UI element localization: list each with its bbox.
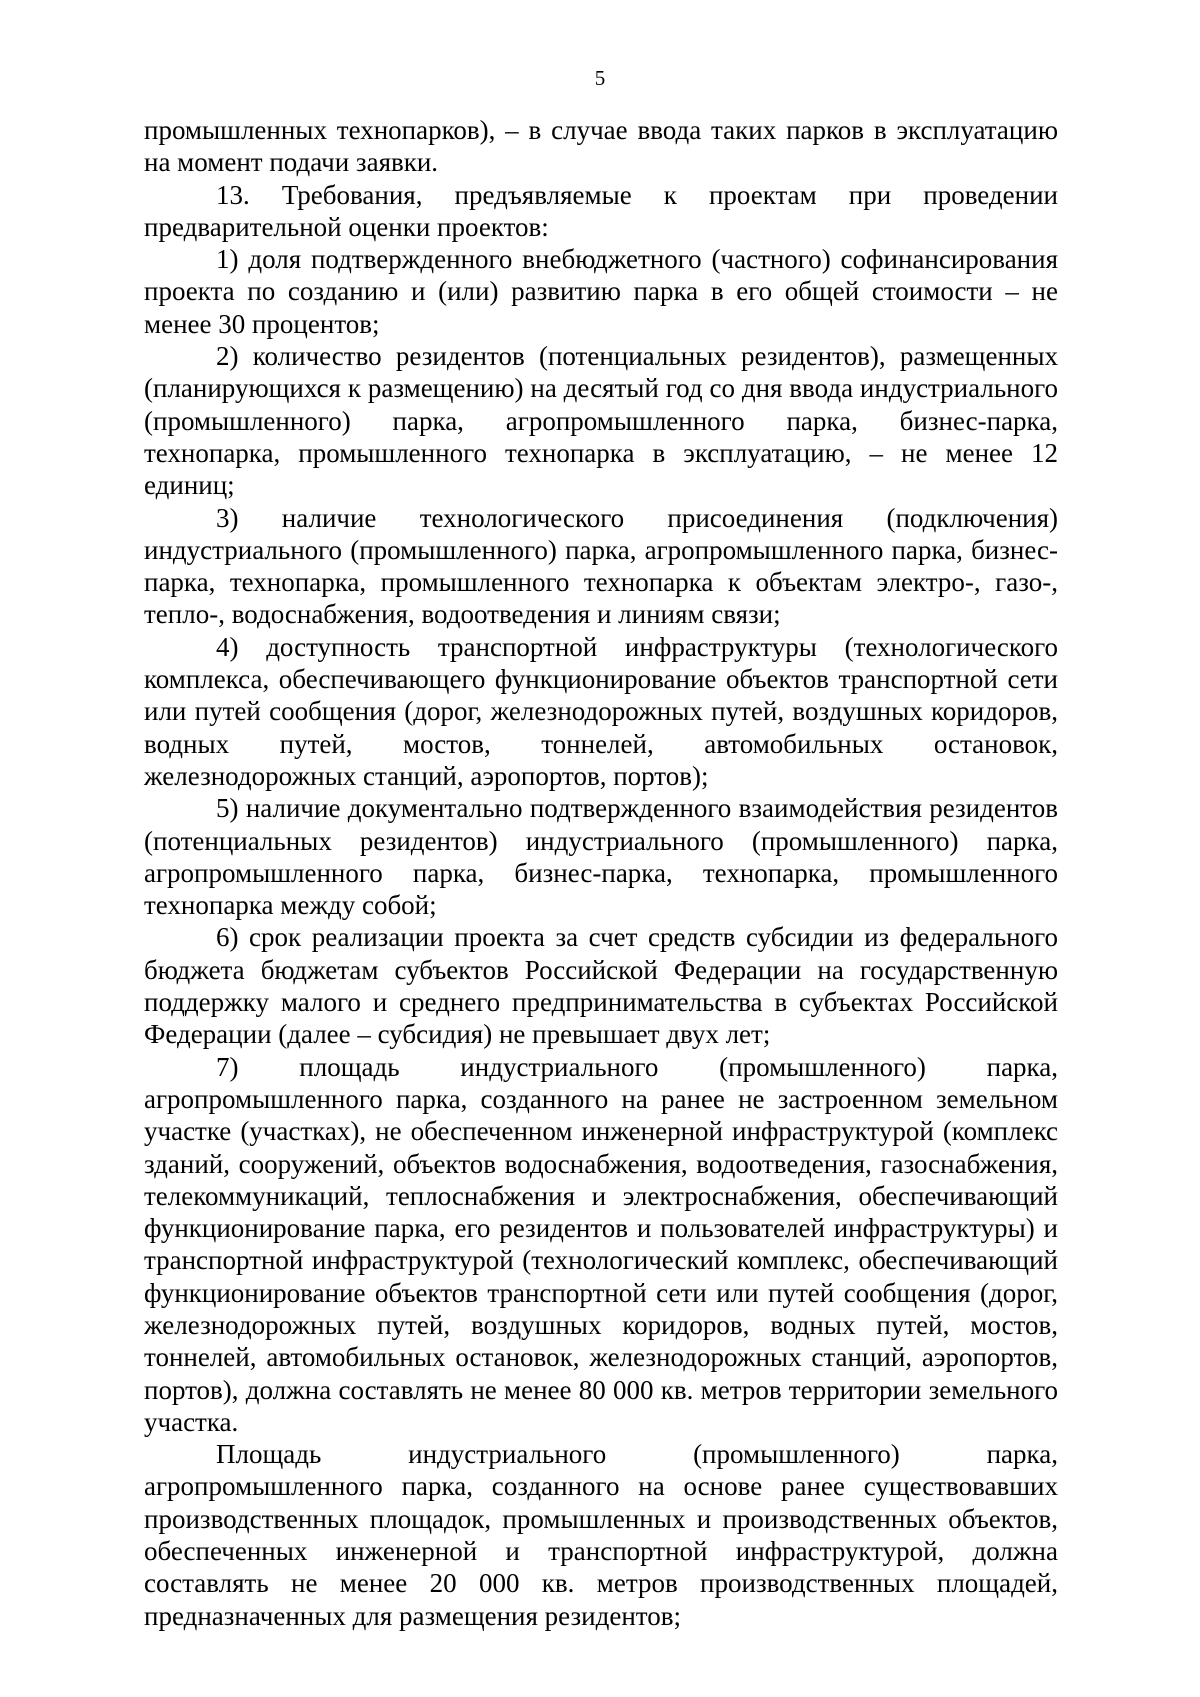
document-body <box>144 114 1058 1632</box>
paragraph-item-4: 4) доступность транспортной инфраструктуры (технологического комплекса, обеспечивающего функционирование объектов транспортной сети или путей сообщения (дорог, железнодорожных путей, воздушных коридоров, водных путей, мостов, тоннелей, автомобильных остановок, железнодорожных станций, аэропортов, портов); <box>144 631 1058 791</box>
page-number: 5 <box>594 66 606 90</box>
paragraph-item-7: 7) площадь индустриального (промышленного) парка, агропромышленного парка, созданного на ранее не застроенном земельном участке (участках), не обеспеченном инженерной инфраструктурой (комплекс зданий, сооружений, объектов водоснабжения, водоотведения, газоснабжения, телекоммуникаций, теплоснабжения и электроснабжения, обеспечивающий функционирование парка, его резидентов и пользователей инфраструктуры) и транспортной инфраструктурой (технологический комплекс, обеспечивающий функционирование объектов транспортной сети или путей сообщения (дорог, железнодорожных путей, воздушных коридоров, водных путей, мостов, тоннелей, автомобильных остановок, железнодорожных станций, аэропортов, портов), должна составлять не менее 80 000 кв. метров территории земельного участка. <box>144 1051 1058 1437</box>
paragraph-continuation: промышленных технопарков), – в случае ввода таких парков в эксплуатацию на момент подачи заявки. <box>144 115 1058 178</box>
paragraph-section-13: 13. Требования, предъявляемые к проектам при проведении предварительной оценки проектов: <box>144 179 1058 242</box>
paragraph-item-5: 5) наличие документально подтвержденного взаимодействия резидентов (потенциальных резидентов) индустриального (промышленного) парка, агропромышленного парка, бизнес-парка, технопарка, промышленного технопарка между собой; <box>144 793 1058 921</box>
paragraph-item-6: 6) срок реализации проекта за счет средств субсидии из федерального бюджета бюджетам субъектов Российской Федерации на государственную поддержку малого и среднего предпринимательства в субъектах Российской Федерации (далее – субсидия) не превышает двух лет; <box>144 922 1058 1050</box>
paragraph-item-1: 1) доля подтвержденного внебюджетного (частного) софинансирования проекта по созданию и (или) развитию парка в его общей стоимости – не менее 30 процентов; <box>144 244 1058 339</box>
paragraph-area-requirement: Площадь индустриального (промышленного) парка, агропромышленного парка, созданного на основе ранее существовавших производственных площадок, промышленных и производственных объектов, обеспеченных инженерной и транспортной инфраструктурой, должна составлять не менее 20 000 кв. метров производственных площадей, предназначенных для размещения резидентов; <box>144 1439 1058 1631</box>
paragraph-item-3: 3) наличие технологического присоединения (подключения) индустриального (промышленного) парка, агропромышленного парка, бизнес-парка, технопарка, промышленного технопарка к объектам электро-, газо-, тепло-, водоснабжения, водоотведения и линиям связи; <box>144 502 1058 630</box>
paragraph-item-2: 2) количество резидентов (потенциальных резидентов), размещенных (планирующихся к размещению) на десятый год со дня ввода индустриального (промышленного) парка, агропромышленного парка, бизнес-парка, технопарка, промышленного технопарка в эксплуатацию, – не менее 12 единиц; <box>144 341 1058 501</box>
